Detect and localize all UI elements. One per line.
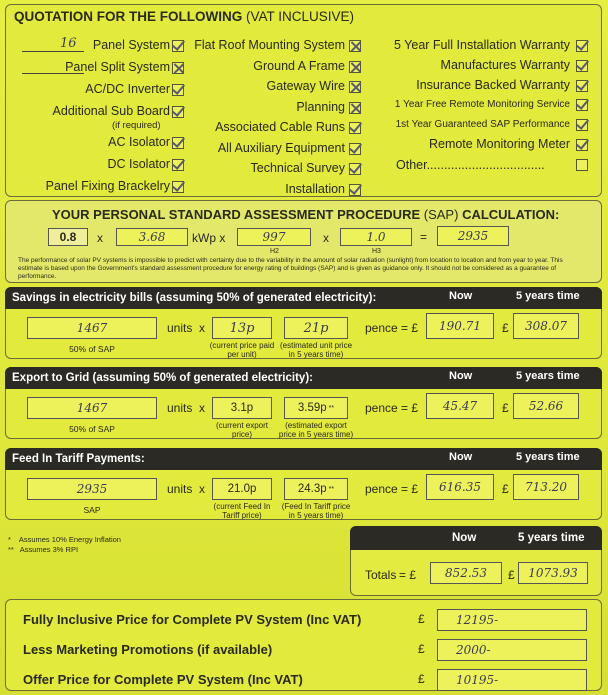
checkbox-ticked[interactable] [576,119,588,131]
totals-five-field: 1073.93 [518,562,588,584]
savings-price-caption: (current price paid per unit) [209,341,275,359]
quote-item-label: All Auxiliary Equipment [217,140,345,155]
checkbox-ticked[interactable] [349,163,361,175]
export-five-field: 52.66 [513,393,579,419]
checkbox-empty[interactable] [576,159,588,171]
kwp-label: kWp x [192,231,226,245]
pound-sign: £ [418,642,425,656]
pound-sign: £ [418,672,425,686]
fit-est-caption: (Feed In Tariff price in 5 years time) [281,502,351,520]
pound-sign: £ [502,482,509,496]
quote-item-label: AC Isolator [108,135,170,149]
equals-sign: = [420,230,428,244]
export-now-label: Now [449,370,473,382]
checkbox-ticked[interactable] [349,184,361,196]
savings-now-label: Now [449,290,473,302]
checkbox-crossed[interactable] [349,81,361,93]
h2-label: H2 [270,248,279,255]
checkbox-ticked[interactable] [349,122,361,134]
export-units-field: 1467 [27,397,157,419]
quote-item-label: AC/DC Inverter [85,82,170,96]
export-units-caption: 50% of SAP [69,424,115,434]
quote-item-label: DC Isolator [107,157,170,171]
checkbox-ticked[interactable] [576,80,588,92]
checkbox-ticked[interactable] [172,159,184,171]
pence-label: pence = £ [365,482,419,496]
price-label: Fully Inclusive Price for Complete PV System (Inc VAT) [23,612,362,627]
checkbox-ticked[interactable] [172,106,184,118]
quote-item-label: 5 Year Full Installation Warranty [393,38,570,52]
checkbox-ticked[interactable] [172,181,184,193]
quote-item-label: Technical Survey [250,161,345,175]
fit-price-caption: (current Feed In Tariff price) [213,502,271,520]
totals-pound: £ [508,568,515,582]
h3-label: H3 [372,248,381,255]
export-est-caption: (estimated export price in 5 years time) [278,421,354,439]
multiply-sign: x [199,482,205,496]
savings-est-field: 21p [284,317,348,339]
sap-factor-field: 0.8 [48,228,88,246]
export-price-field: 3.1p [212,397,272,419]
quote-item-label: Remote Monitoring Meter [428,137,570,151]
checkbox-crossed[interactable] [172,62,184,74]
h2-field: 997 [237,228,311,246]
fit-now-label: Now [449,451,473,463]
quantity-value: 16 [60,36,77,51]
quote-item-label: Panel System [92,38,170,52]
kwp-field: 3.68 [116,228,188,246]
checkbox-ticked[interactable] [349,143,361,155]
note-rpi: ** Assumes 3% RPI [8,545,79,554]
totals-label: Totals [365,568,397,582]
quote-item-label: Manufactures Warranty [440,57,570,72]
sap-title: YOUR PERSONAL STANDARD ASSESSMENT PROCEDURE (SAP) CALCULATION: [52,207,560,222]
savings-units-caption: 50% of SAP [69,344,115,354]
checkbox-ticked[interactable] [172,84,184,96]
savings-units-field: 1467 [27,317,157,339]
price-field: 10195- [437,669,587,691]
quote-item-label: Gateway Wire [266,79,345,93]
other-label: Other.................................. [396,157,545,172]
multiply-sign: x [199,401,205,415]
export-title: Export to Grid (assuming 50% of generated electricity): [12,372,313,384]
fit-units-caption: SAP [83,505,101,515]
quote-item-label: Ground A Frame [253,58,345,73]
totals-eq: = £ [399,568,417,582]
checkbox-crossed[interactable] [349,40,361,52]
quotation-title: QUOTATION FOR THE FOLLOWING (VAT INCLUSIVE) [14,9,355,24]
pound-sign: £ [502,321,509,335]
h3-field: 1.0 [340,228,412,246]
checkbox-ticked[interactable] [576,60,588,72]
multiply-sign: x [97,231,103,245]
fit-title: Feed In Tariff Payments: [12,453,145,465]
units-label: units [167,482,193,496]
totals-now-label: Now [452,532,477,544]
units-label: units [167,321,193,335]
quote-item-label: Additional Sub Board [52,104,170,118]
fit-price-field: 21.0p [212,478,272,500]
export-price-caption: (current export price) [215,421,269,439]
price-field: 2000- [437,639,587,661]
sap-result-field: 2935 [437,226,509,246]
quote-item-label: Panel Split System [65,60,170,74]
multiply-sign: x [199,321,205,335]
price-label: Less Marketing Promotions (if available) [23,642,273,657]
quote-item-label: Installation [285,181,345,196]
quote-item-label: 1st Year Guaranteed SAP Performance [395,119,570,131]
sap-disclaimer: The performance of solar PV systems is impossible to predict with certainty due to the variability in the amount of solar radiation (sunlight) from location to location and from year to year. This estimate is based upon the Government's standard assessment procedure for energy rating of buildings (SAP) and is given as guidance only. It should not be considered as a guarantee of performance. [18,257,563,280]
note-energy-inflation: * Assumes 10% Energy Inflation [8,535,121,544]
fit-five-field: 713.20 [513,474,579,500]
quantity-line[interactable] [22,51,84,52]
price-field: 12195- [437,609,587,631]
pound-sign: £ [418,612,425,626]
checkbox-crossed[interactable] [349,61,361,73]
totals-now-field: 852.53 [430,562,502,584]
checkbox-crossed[interactable] [349,102,361,114]
savings-est-caption: (estimated unit price in 5 years time) [279,341,353,359]
quote-item-label: Associated Cable Runs [215,120,345,134]
totals-five-label: 5 years time [518,532,585,544]
savings-now-field: 190.71 [426,313,494,339]
checkbox-ticked[interactable] [172,40,184,52]
export-now-field: 45.47 [426,393,494,419]
pence-label: pence = £ [365,321,419,335]
fit-est-field: 24.3p ** [284,478,348,500]
export-est-field: 3.59p ** [284,397,348,419]
checkbox-ticked[interactable] [576,40,588,52]
multiply-sign: x [323,231,329,245]
quote-item-label: Insurance Backed Warranty [416,77,570,92]
checkbox-ticked[interactable] [172,137,184,149]
fit-now-field: 616.35 [426,474,494,500]
pence-label: pence = £ [365,401,419,415]
savings-five-field: 308.07 [513,313,579,339]
checkbox-ticked[interactable] [576,139,588,151]
savings-price-field: 13p [212,317,272,339]
units-label: units [167,401,193,415]
checkbox-ticked[interactable] [576,99,588,111]
quote-item-label: Planning [296,99,345,114]
quote-item-label: Panel Fixing Brackelry [45,179,170,193]
fit-five-label: 5 years time [516,451,580,463]
quote-item-label: Flat Roof Mounting System [194,38,345,52]
quote-item-label: 1 Year Free Remote Monitoring Service [394,99,570,111]
savings-title: Savings in electricity bills (assuming 50% of generated electricity): [12,292,377,304]
pound-sign: £ [502,401,509,415]
export-five-label: 5 years time [516,370,580,382]
price-label: Offer Price for Complete PV System (Inc VAT) [23,672,303,687]
savings-five-label: 5 years time [516,290,580,302]
fit-units-field: 2935 [27,478,157,500]
quote-item-sublabel: (if required) [112,120,161,131]
